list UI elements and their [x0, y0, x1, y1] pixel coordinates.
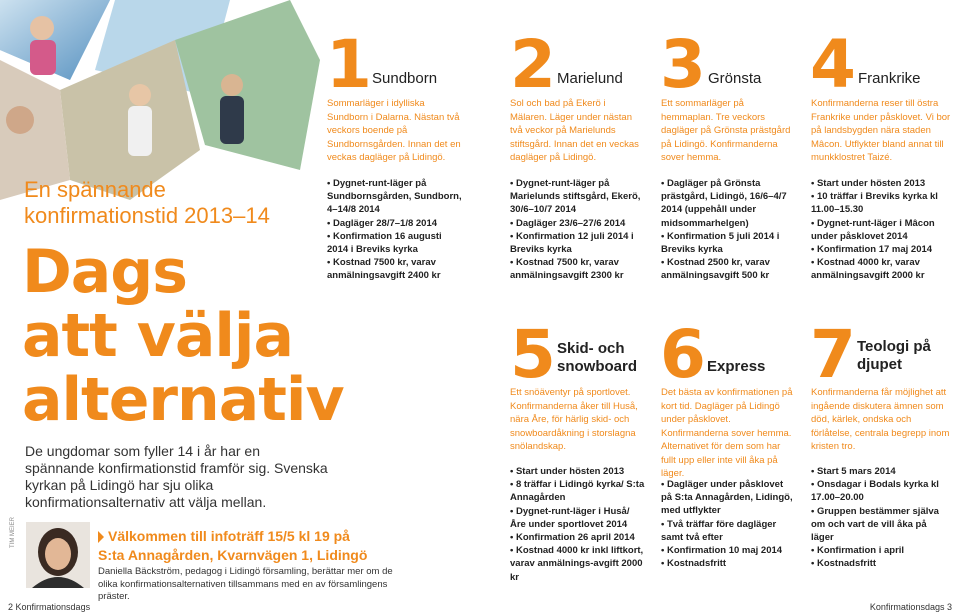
option-7-facts [811, 465, 951, 571]
fact-item: • Kostnad 2500 kr, varav anmälningsavgift 500 kr [661, 256, 796, 282]
invite-title-line-1: Välkommen till infoträff 15/5 kl 19 på [108, 528, 350, 544]
fact-item: • Onsdagar i Bodals kyrka kl 17.00–20.00 [811, 478, 951, 504]
option-6-name: Express [707, 358, 766, 375]
headline-line-3: alternativ [22, 365, 344, 435]
fact-item: • Kostnadsfritt [811, 557, 951, 570]
fact-item: • Dygnet-runt-läger i Mâcon under påsklovet 2014 [811, 217, 951, 243]
option-3-facts [661, 177, 796, 283]
fact-item: • Konfirmation 10 maj 2014 [661, 544, 796, 557]
fact-item: • Konfirmation 12 juli 2014 i Breviks kyrka [510, 230, 645, 256]
option-2-number: 2 [510, 26, 556, 103]
fact-item: • Kostnad 4000 kr, varav anmälningsavgift 2000 kr [811, 256, 951, 282]
option-1-number: 1 [326, 26, 372, 103]
option-4-facts [811, 177, 951, 283]
tagline-line-2: konfirmationstid 2013–14 [24, 203, 270, 228]
fact-item: • Kostnadsfritt [661, 557, 796, 570]
option-6-description: Det bästa av konfirmationen på kort tid. Dagläger på Lidingö under påsklovet. Konfirmanderna sover hemma. Alternativet för dem som har fullt upp eller inte vill åka på läger. [661, 387, 793, 479]
fact-item: • Dygnet-runt-läger på Sundbornsgården, Sundborn, 4–14/8 2014 [327, 177, 462, 217]
fact-item: • Dagläger på Grönsta prästgård, Lidingö, 16/6–4/7 2014 (uppehåll under midsommarhelgen) [661, 177, 796, 230]
footer-left [8, 602, 90, 612]
fact-item: • Konfirmation 16 augusti 2014 i Breviks kyrka [327, 230, 462, 256]
fact-item: • Start under hösten 2013 [811, 177, 951, 190]
fact-item: • Dygnet-runt-läger i Huså/ Åre under sportlovet 2014 [510, 505, 645, 531]
page-number-right: 3 [946, 602, 952, 612]
option-6-number: 6 [660, 316, 706, 393]
fact-item: • 8 träffar i Lidingö kyrka/ S:ta Annagården [510, 478, 645, 504]
fact-item: • Dagläger 23/6–27/6 2014 [510, 217, 645, 230]
photo-collage [0, 0, 320, 200]
option-5-description: Ett snöäventyr på sportlovet. Konfirmanderna åker till Huså, nära Åre, för härlig skid- och snowboardåkning i storslagna snölandskap. [510, 387, 638, 452]
option-5-facts [510, 465, 645, 584]
photo-credit: TIM MEIER [10, 517, 16, 548]
option-3-number: 3 [660, 26, 706, 103]
option-6-facts [661, 478, 796, 570]
invite-title [108, 528, 368, 545]
fact-item: • Konfirmation 17 maj 2014 [811, 243, 951, 256]
fact-item: • Dagläger under påsklovet på S:ta Annagården, Lidingö, med utflykter [661, 478, 796, 518]
option-1-name: Sundborn [372, 70, 438, 87]
footer-right [870, 602, 952, 612]
fact-item: • Start 5 mars 2014 [811, 465, 951, 478]
option-2-facts [510, 177, 645, 283]
avatar [26, 522, 90, 588]
fact-item: • Två träffar före dagläger samt två efter [661, 518, 796, 544]
portrait-photo [26, 522, 90, 588]
fact-item: • Konfirmation 26 april 2014 [510, 531, 645, 544]
option-7-name: Teologi på djupet [857, 338, 931, 373]
option-7-description: Konfirmanderna får möjlighet att ingående diskutera ämnen som död, kärlek, ondska och förlåtelse, centrala begrepp inom kristen tro. [811, 387, 950, 452]
teen-photo-collage [0, 0, 320, 200]
lead-paragraph: De ungdomar som fyller 14 i år har en spännande konfirmationstid framför sig. Svenska kyrkan på Lidingö har sju olika konfirmationsalternativ att välja mellan. [25, 443, 328, 510]
option-3-name: Grönsta [708, 70, 762, 87]
page-number-left: 2 [8, 602, 14, 612]
option-5-number: 5 [510, 316, 556, 393]
fact-item: • Kostnad 7500 kr, varav anmälningsavgift 2400 kr [327, 256, 462, 282]
option-1-intro: Sommarläger i idylliska Sundborn i Dalarna. Nästan två veckors boende på Sundbornsgården. Innan det en veckas dagläger på Lidingö. [327, 98, 461, 163]
page-headline [22, 237, 344, 435]
fact-item: • Dagläger 28/7–1/8 2014 [327, 217, 462, 230]
headline-line-1: Dags [22, 237, 187, 307]
footer-label-left: Konfirmationsdags [15, 602, 91, 612]
fact-item: • Dygnet-runt-läger på Marielunds stiftsgård, Ekerö, 30/6–10/7 2014 [510, 177, 645, 217]
option-2-name: Marielund [557, 70, 623, 87]
option-4-number: 4 [810, 26, 856, 103]
fact-item: • Start under hösten 2013 [510, 465, 645, 478]
option-3-intro: Ett sommarläger på hemmaplan. Tre veckors dagläger på Grönsta prästgård på Lidingö. Konfirmanderna sover hemma. [661, 98, 791, 163]
invite-text: Daniella Bäckström, pedagog i Lidingö församling, berättar mer om de olika konfirmationsalternativen tillsammans med en av församlingens präster. [98, 566, 393, 602]
option-5-name: Skid- och snowboard [557, 340, 638, 375]
fact-item: • Konfirmation i april [811, 544, 951, 557]
tagline-line-1: En spännande [24, 177, 166, 202]
fact-item: • Kostnad 7500 kr, varav anmälningsavgift 2300 kr [510, 256, 645, 282]
option-4-intro: Konfirmanderna reser till östra Frankrike under påsklovet. Vi bor på landsbygden nära staden Mâcon. Utflykter bland annat till munkklostret Taizé. [811, 98, 951, 163]
fact-item: • 10 träffar i Breviks kyrka kl 11.00–15.30 [811, 190, 951, 216]
option-4-name: Frankrike [858, 70, 921, 87]
fact-item: • Konfirmation 5 juli 2014 i Breviks kyrka [661, 230, 796, 256]
fact-item: • Gruppen bestämmer själva om och vart de vill åka på läger [811, 505, 951, 545]
fact-item: • Kostnad 4000 kr inkl liftkort, varav anmälnings-avgift 2000 kr [510, 544, 645, 584]
option-1-facts [327, 177, 462, 283]
invite-address: S:ta Annagården, Kvarnvägen 1, Lidingö [98, 547, 368, 563]
tagline [24, 177, 314, 229]
footer-label-right: Konfirmationsdags [869, 602, 945, 612]
option-2-intro: Sol och bad på Ekerö i Mälaren. Läger under nästan två veckor på Marielunds stiftsgård. Innan det en veckas dagläger på Lidingö. [510, 98, 639, 163]
option-7-number: 7 [810, 316, 856, 393]
headline-line-2: att välja [22, 301, 293, 371]
